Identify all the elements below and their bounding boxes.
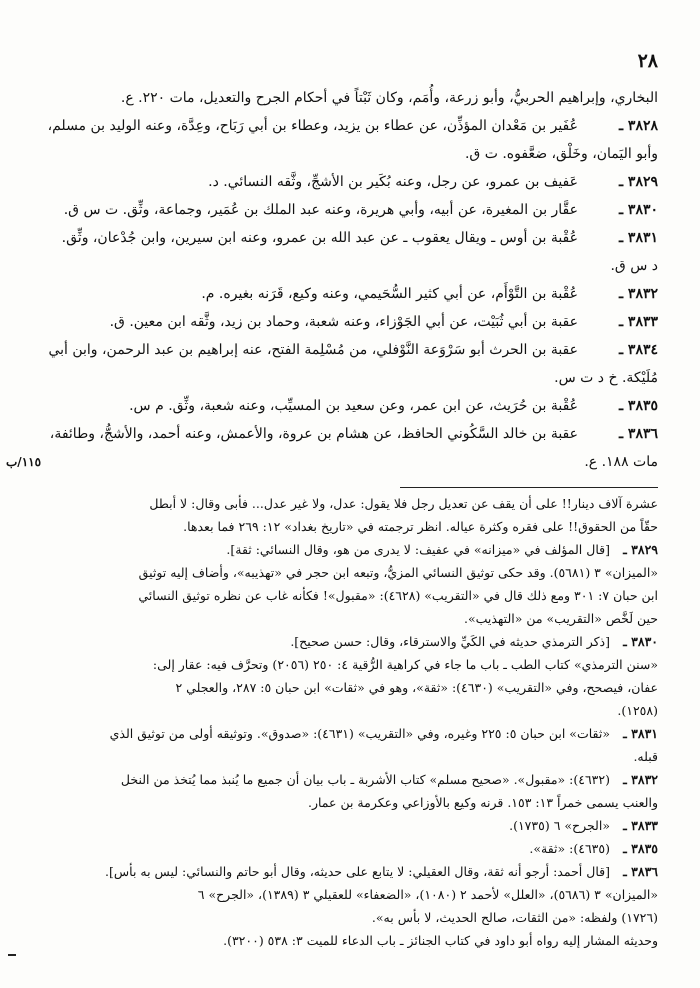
footnote-number: ٣٨٣٥ ـ	[623, 841, 658, 856]
footnote-text: (١٢٥٨).	[617, 703, 658, 718]
footnote-line	[40, 837, 658, 860]
footnote-number: ٣٨٣٣ ـ	[623, 818, 658, 833]
entry-line	[36, 448, 658, 476]
footnote-line	[40, 492, 658, 515]
footnote-number: ٣٨٣٦ ـ	[623, 864, 658, 879]
entry-line	[36, 336, 658, 364]
entry-text: د س ق.	[610, 258, 658, 274]
entry-number: ٣٨٣٦ ـ	[618, 426, 658, 442]
footnote-line	[40, 745, 658, 768]
footnote-text: وحديثه المشار إليه رواه أبو داود في كتاب الجنائز ـ باب الدعاء للميت ٣: ٥٣٨ (٣٢٠٠).	[223, 933, 658, 948]
entry-line	[36, 280, 658, 308]
footnote-text: [قال أحمد: أرجو أنه ثقة، وقال العقيلي: لا يتابع على حديثه، وقال أبو حاتم والنسائي: ليس به بأس].	[105, 864, 610, 879]
entry-text: عقبة بن الحرث أبو سَرْوَعة النَّوْفلي، من مُسْلِمة الفتح، عنه إبراهيم بن عبد الرحمن، وابن أبي	[48, 342, 578, 358]
entry-text: عقبة بن أبي ثُبَيْت، عن أبي الجَوْزاء، وعنه شعبة، وحماد بن زيد، وثَّقه ابن معين. ق.	[109, 314, 578, 330]
footnote-line	[40, 791, 658, 814]
entry-line	[36, 196, 658, 224]
footnote-line	[40, 653, 658, 676]
entry-number: ٣٨٢٨ ـ	[618, 118, 658, 134]
footnote-text: [قال المؤلف في «ميزانه» في عفيف: لا يدرى من هو، وقال النسائي: ثقة].	[226, 542, 610, 557]
entry-number: ٣٨٣٥ ـ	[618, 398, 658, 414]
footnote-number: ٣٨٣٢ ـ	[623, 772, 658, 787]
entry-text: البخاري، وإبراهيم الحربيُّ، وأبو زرعة، وأُمَم، وكان ثَبْتاً في أحكام الجرح والتعديل، مات ٢٢٠. ع.	[120, 90, 658, 106]
footnote-line	[40, 699, 658, 722]
entry-line	[36, 84, 658, 112]
edge-mark	[8, 954, 16, 956]
footnote-text: حين لَخَّص «التقريب» من «التهذيب».	[463, 611, 658, 626]
footnote-line	[40, 630, 658, 653]
footnote-line	[40, 538, 658, 561]
footnote-text: «سنن الترمذي» كتاب الطب ـ باب ما جاء في كراهية الرُّقية ٤: ٢٥٠ (٢٠٥٦) وتحرَّف فيه: عقار إلى:	[152, 657, 658, 672]
main-text	[36, 84, 658, 488]
entry-number: ٣٨٣٠ ـ	[618, 202, 658, 218]
footnote-text: «الميزان» ٣ (٥٦٨١). وقد حكى توثيق النسائي المزيُّ، وتبعه ابن حجر في «تهذيبه»، وأضاف إليه توثيق	[138, 565, 658, 580]
entry-text: مُلَيْكة. خ د ت س.	[554, 370, 658, 386]
entry-line	[36, 224, 658, 252]
entry-number: ٣٨٢٩ ـ	[618, 174, 658, 190]
entry-text: مات ١٨٨. ع.	[584, 454, 658, 470]
footnote-text: (١٧٢٦) ولفظه: «من الثقات، صالح الحديث، لا بأس به».	[371, 910, 658, 925]
footnote-number: ٣٨٢٩ ـ	[623, 542, 658, 557]
footnote-text: ابن حبان ٧: ٣٠١ ومع ذلك قال في «التقريب» (٤٦٢٨): «مقبول»! فكأنه غاب عن نظره توثيق النسائي	[138, 588, 658, 603]
entry-line	[36, 168, 658, 196]
footnote-text: عفان، فيصحح، وفي «التقريب» (٤٦٣٠): «ثقة»، وهو في «ثقات» ابن حبان ٥: ٢٨٧، والعجلي ٢	[175, 680, 658, 695]
entry-line	[36, 308, 658, 336]
footnote-line	[40, 883, 658, 906]
footnote-number: ٣٨٣٠ ـ	[623, 634, 658, 649]
footnote-line	[40, 676, 658, 699]
footnote-line	[40, 584, 658, 607]
footnote-text: قبله.	[633, 749, 658, 764]
footnote-line	[40, 722, 658, 745]
entry-line	[36, 392, 658, 420]
footnote-text: «الميزان» ٣ (٥٦٨٦)، «العلل» لأحمد ٢ (١٠٨٠)، «الضعفاء» للعقيلي ٣ (١٣٨٩)، «الجرح» ٦	[197, 887, 658, 902]
footnote-text: عشرة آلاف دينار!! على أن يقف عن تعديل رجل فلا يقول: عدل، ولا غير عدل... فأبى وقال: لا أبطل	[149, 496, 658, 511]
footnote-line	[40, 906, 658, 929]
entry-number: ٣٨٣٤ ـ	[618, 342, 658, 358]
footnote-text: حقّاً من الحقوق!! على فقره وكثرة عياله. انظر ترجمته في «تاريخ بغداد» ١٢: ٢٦٩ فما بعدها.	[183, 519, 658, 534]
entry-line	[36, 420, 658, 448]
entry-text: عُقْبة بن التَّوْأَم، عن أبي كثير السُّحَيمي، وعنه وكيع، قَرَنه بغيره. م.	[201, 286, 578, 302]
entry-line	[36, 252, 658, 280]
entry-text: عقَّار بن المغيرة، عن أبيه، وأبي هريرة، وعنه عبد الملك بن عُمَير، وجماعة، وثِّق. ت س ق.	[63, 202, 578, 218]
footnote-text: (٤٦٣٢): «مقبول». «صحيح مسلم» كتاب الأشربة ـ باب بيان أن جميع ما يُنبذ مما يُتخذ من النخل	[120, 772, 610, 787]
footnote-line	[40, 515, 658, 538]
page-number: ٢٨	[637, 50, 658, 72]
entry-text: وأبو اليَمان، وخَلْق، ضعَّفوه. ت ق.	[464, 146, 658, 162]
entry-number: ٣٨٣٢ ـ	[618, 286, 658, 302]
footnote-line	[40, 860, 658, 883]
footnote-line	[40, 768, 658, 791]
entry-text: عُقْبة بن أوس ـ ويقال يعقوب ـ عن عبد الله بن عمرو، وعنه ابن سيرين، وابن جُدْعان، وثِّق.	[61, 230, 578, 246]
footnote-line	[40, 929, 658, 952]
footnote-line	[40, 814, 658, 837]
entry-line	[36, 364, 658, 392]
footnote-text: والعنب يسمى خمراً ١٣: ١٥٣. قرنه وكيع بالأوزاعي وعكرمة بن عمار.	[307, 795, 658, 810]
entry-number: ٣٨٣١ ـ	[618, 230, 658, 246]
footnote-line	[40, 561, 658, 584]
margin-folio-note: ١١٥/ب	[6, 455, 42, 469]
footnote-text: [ذكر الترمذي حديثه في الكَيِّ والاسترقاء، وقال: حسن صحيح].	[290, 634, 610, 649]
footnote-line	[40, 607, 658, 630]
entry-line	[36, 140, 658, 168]
entry-text: عقبة بن خالد السَّكُوني الحافظ، عن هشام بن عروة، والأعمش، وعنه أحمد، والأشجُّ، وطائفة،	[49, 426, 578, 442]
footnote-text: «الجرح» ٦ (١٧٣٥).	[509, 818, 610, 833]
entry-text: عَفيف بن عمرو، عن رجل، وعنه بُكَير بن الأشجِّ، وثَّقه النسائي. د.	[208, 174, 578, 190]
footnote-divider	[400, 487, 658, 488]
entry-number: ٣٨٣٣ ـ	[618, 314, 658, 330]
entry-text: عُقْبة بن حُرَيث، عن ابن عمر، وعن سعيد بن المسيِّب، وعنه شعبة، وثِّق. م س.	[129, 398, 578, 414]
footnote-text: (٤٦٣٥): «ثقة».	[529, 841, 610, 856]
footnote-number: ٣٨٣١ ـ	[623, 726, 658, 741]
entry-text: عُفَير بن مَعْدان المؤذِّن، عن عطاء بن يزيد، وعطاء بن أبي رَبَاح، وعِدَّة، وعنه الوليد بن مسلم،	[47, 118, 578, 134]
footnote-text: «ثقات» ابن حبان ٥: ٢٢٥ وغيره، وفي «التقريب» (٤٦٣١): «صدوق». وتوثيقه أولى من توثيق الذي	[109, 726, 610, 741]
entry-line	[36, 112, 658, 140]
